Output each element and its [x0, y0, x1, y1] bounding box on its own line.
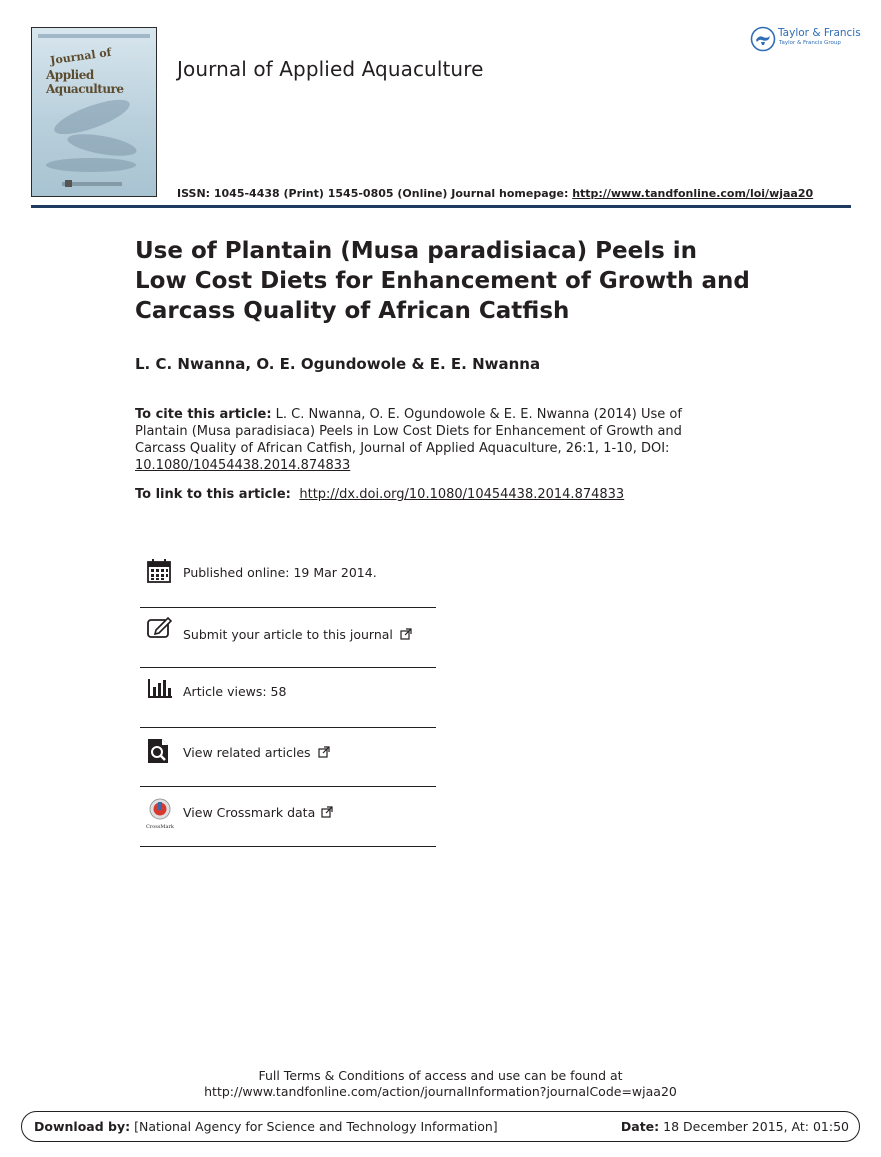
- header-divider: [31, 205, 851, 208]
- cover-fish-illustration: [46, 158, 136, 172]
- external-link-icon: [321, 806, 333, 818]
- article-views-text: Article views: 58: [183, 684, 287, 699]
- article-link-line: [135, 487, 624, 502]
- submit-article-text: Submit your article to this journal: [183, 627, 393, 642]
- article-title: Use of Plantain (Musa paradisiaca) Peels in Low Cost Diets for Enhancement of Growth and Carcass Quality of African Catfish: [135, 238, 750, 324]
- download-date-value: 18 December 2015, At: 01:50: [659, 1119, 849, 1134]
- crossmark-link[interactable]: [183, 805, 333, 820]
- download-date: [621, 1119, 849, 1134]
- journal-cover-image: [31, 27, 157, 197]
- crossmark-logo-text: CrossMark: [146, 824, 174, 830]
- related-articles-link[interactable]: [183, 745, 330, 760]
- submit-article-link[interactable]: [183, 627, 412, 642]
- crossmark-text: View Crossmark data: [183, 805, 316, 820]
- info-divider: [140, 667, 436, 668]
- citation-doi-link[interactable]: 10.1080/10454438.2014.874833: [135, 458, 351, 473]
- related-articles-text: View related articles: [183, 745, 311, 760]
- published-online-text: Published online: 19 Mar 2014.: [183, 565, 377, 580]
- download-by-label: Download by:: [34, 1119, 131, 1134]
- terms-line-1: Full Terms & Conditions of access and use can be found at: [258, 1068, 623, 1083]
- cover-fish-illustration: [66, 130, 138, 160]
- crossmark-icon: [146, 798, 174, 830]
- article-views-row: [140, 675, 436, 735]
- search-document-icon: [146, 737, 172, 765]
- download-by: [34, 1119, 498, 1134]
- taylor-francis-logo[interactable]: [750, 25, 860, 53]
- info-divider: [140, 786, 436, 787]
- taylor-francis-name: Taylor & Francis: [778, 27, 861, 39]
- bar-chart-icon: [146, 677, 174, 699]
- info-divider: [140, 846, 436, 847]
- terms-url[interactable]: http://www.tandfonline.com/action/journalInformation?journalCode=wjaa20: [204, 1084, 677, 1099]
- issn-line: [177, 187, 813, 200]
- citation-block: [135, 406, 695, 474]
- external-link-icon: [400, 628, 412, 640]
- cover-title-line1: Journal of: [49, 45, 113, 68]
- download-by-value: [National Agency for Science and Technology Information]: [130, 1119, 498, 1134]
- info-divider: [140, 607, 436, 608]
- issn-text: ISSN: 1045-4438 (Print) 1545-0805 (Online) Journal homepage:: [177, 187, 573, 200]
- cover-header-strip: [38, 34, 150, 38]
- article-doi-url[interactable]: http://dx.doi.org/10.1080/10454438.2014.874833: [299, 487, 625, 502]
- edit-icon: [146, 616, 174, 640]
- calendar-icon: [146, 558, 172, 584]
- citation-label: To cite this article:: [135, 407, 272, 422]
- article-link-label: To link to this article:: [135, 487, 296, 502]
- cover-title-line2: Applied Aquaculture: [46, 68, 124, 96]
- journal-name: Journal of Applied Aquaculture: [177, 57, 484, 81]
- cover-publisher-logo: [65, 180, 72, 187]
- taylor-francis-lamp-icon: [750, 26, 776, 52]
- citation-text: L. C. Nwanna, O. E. Ogundowole & E. E. Nwanna (2014) Use of Plantain (Musa paradisiaca) Peels in Low Cost Diets for Enhancement of Growth and Carcass Quality of African Catfish, Journal of Applied Aquaculture, 26:1, 1-10, DOI:: [135, 407, 682, 456]
- download-date-label: Date:: [620, 1119, 660, 1134]
- journal-homepage-link[interactable]: http://www.tandfonline.com/loi/wjaa20: [572, 187, 814, 200]
- terms-notice: [0, 1068, 881, 1100]
- info-divider: [140, 727, 436, 728]
- article-authors: L. C. Nwanna, O. E. Ogundowole & E. E. Nwanna: [135, 355, 541, 373]
- taylor-francis-group: Taylor & Francis Group: [779, 40, 841, 46]
- external-link-icon: [318, 746, 330, 758]
- download-info-bar: [21, 1111, 860, 1142]
